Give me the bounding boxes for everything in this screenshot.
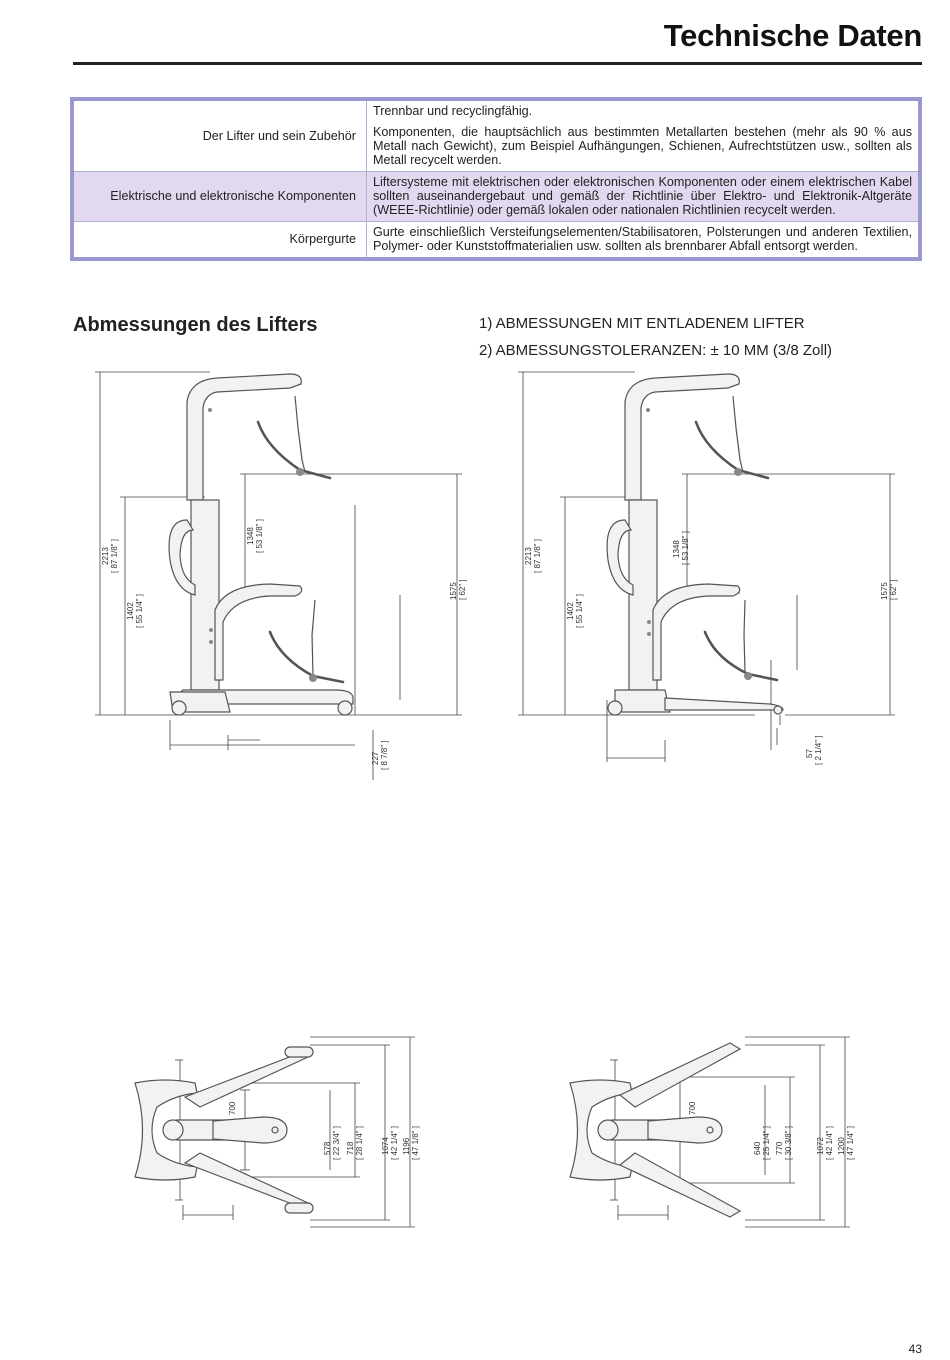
- width-d4-in: [ 47 1/4" ]: [846, 1126, 855, 1160]
- description-paragraph: Komponenten, die hauptsächlich aus bestimmten Metallarten bestehen (mehr als 90 % aus Metall nach Gewicht), zum Beispiel Aufhängungen, Schienen, Aufrechtstützen usw., sollten als Metall recycelt werden.: [373, 125, 912, 167]
- width-d3-mm: 1074: [381, 1137, 390, 1155]
- total-height-mm: 2213: [524, 547, 533, 565]
- table-row: [72, 222, 920, 260]
- dimension-notes: [479, 310, 832, 364]
- width-d3-in: [ 42 1/4" ]: [390, 1126, 399, 1160]
- top-view-drawing-right: [560, 1035, 865, 1230]
- foot-offset-in: [ 8 7/8" ]: [380, 740, 389, 770]
- lift-range-in: [ 53 1/8" ]: [255, 519, 264, 553]
- category-cell: Körpergurte: [72, 222, 367, 260]
- table-row: [72, 99, 920, 172]
- title-rule: [73, 62, 922, 65]
- max-height-in: [ 62" ]: [889, 579, 898, 600]
- width-d4-mm: 1200: [837, 1137, 846, 1155]
- width-d3-in: [ 42 1/4" ]: [825, 1126, 834, 1160]
- width-d1-mm: 578: [323, 1141, 332, 1155]
- recycling-table: [70, 97, 922, 261]
- total-height-mm: 2213: [101, 547, 110, 565]
- top-view-drawing-left: [125, 1035, 430, 1230]
- category-cell: Elektrische und elektronische Komponenten: [72, 172, 367, 222]
- total-height-in: [ 87 1/8" ]: [533, 539, 542, 573]
- handle-height-mm: 1402: [126, 602, 135, 620]
- description-paragraph: Gurte einschließlich Versteifungselementen/Stabilisatoren, Polsterungen und anderen Textilien, Polymer- oder Kunststoffmaterialien usw. sollten als brennbarer Abfall entsorgt werden.: [373, 225, 912, 253]
- width-d2-mm: 718: [346, 1141, 355, 1155]
- description-cell: [367, 172, 921, 222]
- foot-offset-in: [ 2 1/4" ]: [814, 735, 823, 765]
- total-height-in: [ 87 1/8" ]: [110, 539, 119, 573]
- width-d2-in: [ 28 1/4" ]: [355, 1126, 364, 1160]
- inner-width-mm: 700: [688, 1101, 697, 1115]
- foot-offset-mm: 227: [371, 751, 380, 765]
- side-view-drawing-right: [515, 360, 898, 800]
- foot-offset-mm: 57: [805, 749, 814, 758]
- description-cell: [367, 99, 921, 172]
- handle-height-in: [ 55 1/4" ]: [575, 594, 584, 628]
- lift-range-mm: 1348: [246, 527, 255, 545]
- table-row: [72, 172, 920, 222]
- width-d2-in: [ 30 3/8" ]: [784, 1126, 793, 1160]
- note-tolerance: 2) ABMESSUNGSTOLERANZEN: ± 10 MM (3/8 Zoll): [479, 342, 833, 359]
- page-number: 43: [908, 1342, 922, 1356]
- handle-height-in: [ 55 1/4" ]: [135, 594, 144, 628]
- note-unloaded: 1) ABMESSUNGEN MIT ENTLADENEM LIFTER: [479, 315, 805, 332]
- page-title: Technische Daten: [663, 18, 922, 53]
- handle-height-mm: 1402: [566, 602, 575, 620]
- width-d1-mm: 640: [753, 1141, 762, 1155]
- width-d2-mm: 770: [775, 1141, 784, 1155]
- description-cell: [367, 222, 921, 260]
- width-d4-mm: 1196: [402, 1137, 411, 1155]
- description-paragraph: Trennbar und recyclingfähig.: [373, 104, 533, 118]
- lift-range-in: [ 53 1/8" ]: [681, 531, 690, 565]
- max-height-in: [ 62" ]: [458, 579, 467, 600]
- width-d1-in: [ 25 1/4" ]: [762, 1126, 771, 1160]
- inner-width-mm: 700: [228, 1101, 237, 1115]
- lift-range-mm: 1348: [672, 540, 681, 558]
- width-d4-in: [ 47 1/8" ]: [411, 1126, 420, 1160]
- side-view-drawing-left: [95, 360, 470, 800]
- width-d3-mm: 1072: [816, 1137, 825, 1155]
- max-height-mm: 1575: [449, 582, 458, 600]
- width-d1-in: [ 22 3/4" ]: [332, 1126, 341, 1160]
- category-cell: Der Lifter und sein Zubehör: [72, 99, 367, 172]
- max-height-mm: 1575: [880, 582, 889, 600]
- section-heading: Abmessungen des Lifters: [73, 314, 318, 336]
- description-paragraph: Liftersysteme mit elektrischen oder elektronischen Komponenten oder einem elektrischen Kabel sollten auseinandergebaut und gemäß der Richtlinie über Elektro- und Elektronik-Altgeräte (WEEE-Richtlinie) oder gemäß lokalen oder nationalen Richtlinien recycelt werden.: [373, 175, 912, 217]
